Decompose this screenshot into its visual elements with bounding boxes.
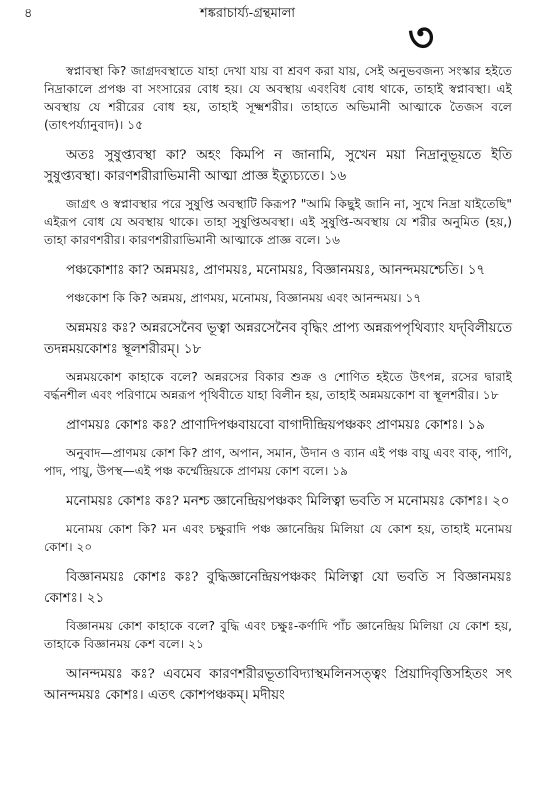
paragraph-15-translation: স্বপ্নাবস্থা কি? জাগ্রদবস্থাতে যাহা দেখা যায় বা শ্রবণ করা যায়, সেই অনুভবজন্য সংস্কার হইতে নিদ্রাকালে প্রপঞ্চ বা সংসারের বোধ হয়। যে অবস্থায় এবংবিধ বোধ থাকে, তাহাই স্বপ্নাবস্থা। এই অবস্থায় যে শরীরের বোধ হয়, তাহাই সূক্ষ্মশরীর। তাহাতে অভিমানী আত্মাকে তৈজস বলে (তাৎপর্য্যানুবাদ)। ১৫ <box>44 64 512 132</box>
paragraph-18-translation: অন্নময়কোশ কাহাকে বলে? অন্নরসের বিকার শুক্র ও শোণিত হইতে উৎপন্ন, রসের দ্বারাই বর্দ্ধনশীল এবং পরিণামে অন্নরূপ পৃথিবীতে যাহা বিলীন হয়, তাহাই অন্নময়কোশ বা স্থূলশরীর। ১৮ <box>44 370 512 402</box>
paragraph-20-verse: মনোময়ঃ কোশঃ কঃ? মনশ্চ জ্ঞানেন্দ্রিয়পঞ্চকং মিলিত্বা ভবতি স মনোময়ঃ কোশঃ। ২০ <box>66 494 510 509</box>
paragraph-21-translation: বিজ্ঞানময় কোশ কাহাকে বলে? বুদ্ধি এবং চক্ষুঃ-কর্ণাদি পাঁচ জ্ঞানেন্দ্রিয় মিলিয়া যে কোশ হয়, তাহাকে বিজ্ঞানময় কেশ বলে। ২১ <box>44 619 512 651</box>
paragraph-21-verse: বিজ্ঞানময়ঃ কোশঃ কঃ? বুদ্ধিজ্ঞানেন্দ্রিয়পঞ্চকং মিলিত্বা যো ভবতি স বিজ্ঞানময়ঃ কোশঃ। ২১ <box>44 570 512 606</box>
paragraph-19-translation: অনুবাদ—প্রাণময় কোশ কি? প্রাণ, অপান, সমান, উদান ও ব্যান এই পঞ্চ বায়ু এবং বাক্, পাণি, পাদ, পায়ু, উপস্থ—এই পঞ্চ কর্ম্মেন্দ্রিয়কে প্রাণময় কোশ বলে। ১৯ <box>44 446 512 478</box>
page-body <box>44 62 512 706</box>
paragraph-19-verse: প্রাণময়ঃ কোশঃ কঃ? প্রাণাদিপঞ্চবায়বো বাগাদীন্দ্রিয়পঞ্চকং প্রাণময়ঃ কোশঃ। ১৯ <box>66 418 485 433</box>
paragraph-18-verse: অন্নময়ঃ কঃ? অন্নরসেনৈব ভূত্বা অন্নরসেনৈব বৃদ্ধিং প্রাপ্য অন্নরূপপৃথিব্যাং যদ্‌বিলীয়তে তদন্নময়কোশঃ স্থূলশরীরম্। ১৮ <box>44 321 512 357</box>
paragraph-17-translation: পঞ্চকোশ কি কি? অন্নময়, প্রাণময়, মনোময়, বিজ্ঞানময় এবং আনন্দময়। ১৭ <box>66 291 422 305</box>
paragraph-22-verse: আনন্দময়ঃ কঃ? এবমেব কারণশরীরভূতাবিদ্যাস্থমলিনসত্ত্বং প্রিয়াদিবৃত্তিসহিতং সৎ আনন্দময়ঃ কোশঃ। এতৎ কোশপঞ্চকম্। মদীয়ং <box>44 667 512 703</box>
section-mark: ৩ <box>408 14 435 61</box>
paragraph-16-translation: জাগ্রৎ ও স্বপ্নাবস্থার পরে সুষুপ্তি অবস্থাটি কিরূপ? "আমি কিছুই জানি না, সুখে নিদ্রা যাইতেছি" এইরূপ বোধ যে অবস্থায় থাকে। তাহা সুষুপ্তিঅবস্থা। এই সুষুপ্তি-অবস্থায় যে শরীর অনুমিত (হয়,) তাহা কারণশরীর। কারণশরীরাভিমানী আত্মাকে প্রাজ্ঞ বলে। ১৬ <box>44 197 512 247</box>
paragraph-17-verse: পঞ্চকোশাঃ কা? অন্নময়ঃ, প্রাণময়ঃ, মনোময়ঃ, বিজ্ঞানময়ঃ, আনন্দময়শ্চেতি। ১৭ <box>66 263 486 278</box>
running-title: শঙ্করাচার্য্য-গ্রন্থমালা <box>200 6 296 21</box>
paragraph-20-translation: মনোময় কোশ কি? মন এবং চক্ষুরাদি পঞ্চ জ্ঞানেন্দ্রিয় মিলিয়া যে কোশ হয়, তাহাই মনোময় কোশ। ২০ <box>44 522 512 554</box>
paragraph-16-verse: অতঃ সুষুপ্ত্যবস্থা কা? অহং কিমপি ন জানামি, সুখেন ময়া নিদ্রানুভূয়তে ইতি সুষুপ্ত্যবস্থা। কারণশরীরাভিমানী আত্মা প্রাজ্ঞ ইত্যুচ্যতে। ১৬ <box>44 148 512 184</box>
page-number: ৪ <box>24 6 33 21</box>
